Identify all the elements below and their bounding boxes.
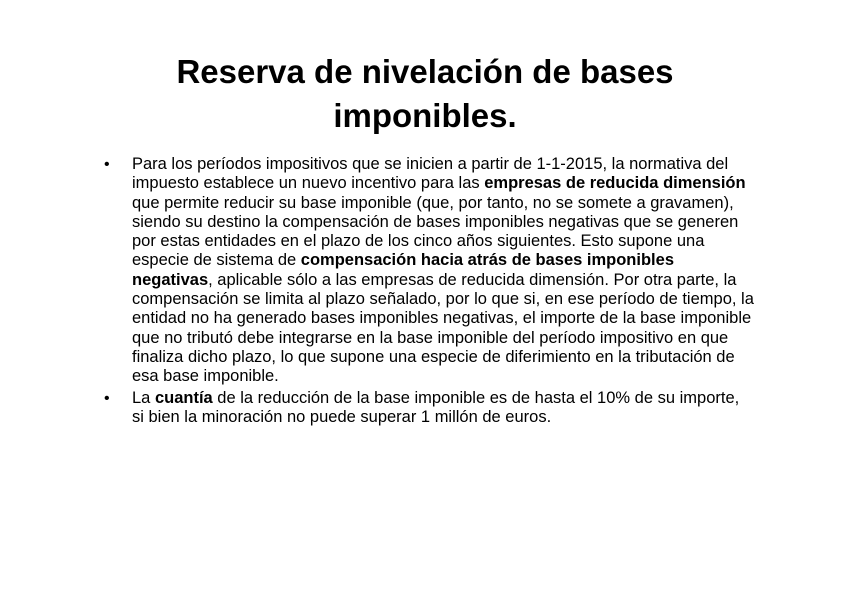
bullet-text: La — [132, 388, 155, 407]
bullet-text: de la reducción de la base imponible es de hasta el 10% de su importe, si bien la minoración no puede superar 1 millón de euros. — [132, 388, 740, 426]
bullet-text-bold: empresas de reducida dimensión — [484, 174, 746, 193]
bullet-text-bold: cuantía — [154, 388, 213, 407]
bullet-point-icon: • — [104, 156, 110, 173]
bullet-text: que permite reducir su base imponible (que, por tanto, no se somete a gravamen), siendo su destino la compensación de bases imponibles negativas que se generen por estas entidades en el plazo de los cinco años siguientes. Esto supone una especie de sistema de — [132, 193, 739, 270]
bullet-item-2 — [104, 389, 754, 428]
bullet-point-icon: • — [104, 389, 110, 407]
slide-title: Reserva de nivelación de bases imponibles. — [176, 53, 674, 134]
bullet-text-bold: compensación hacia atrás de bases imponibles negativas — [132, 251, 674, 289]
bullet-text: Para los períodos impositivos que se inicien a partir de 1-1-2015, la normativa del impuesto establece un nuevo incentivo para las — [132, 155, 729, 193]
bullet-item-1 — [104, 155, 754, 387]
bullet-text: , aplicable sólo a las empresas de reducida dimensión. Por otra parte, la compensación se limita al plazo señalado, por lo que si, en ese período de tiempo, la entidad no ha generado bases imponibles negativas, el importe de la base imponible que no tributó debe integrarse en la base imponible del período impositivo en que finaliza dicho plazo, lo que supone una especie de diferimiento en la tributación de esa base imponible. — [132, 270, 754, 386]
bullet-list — [104, 155, 754, 429]
